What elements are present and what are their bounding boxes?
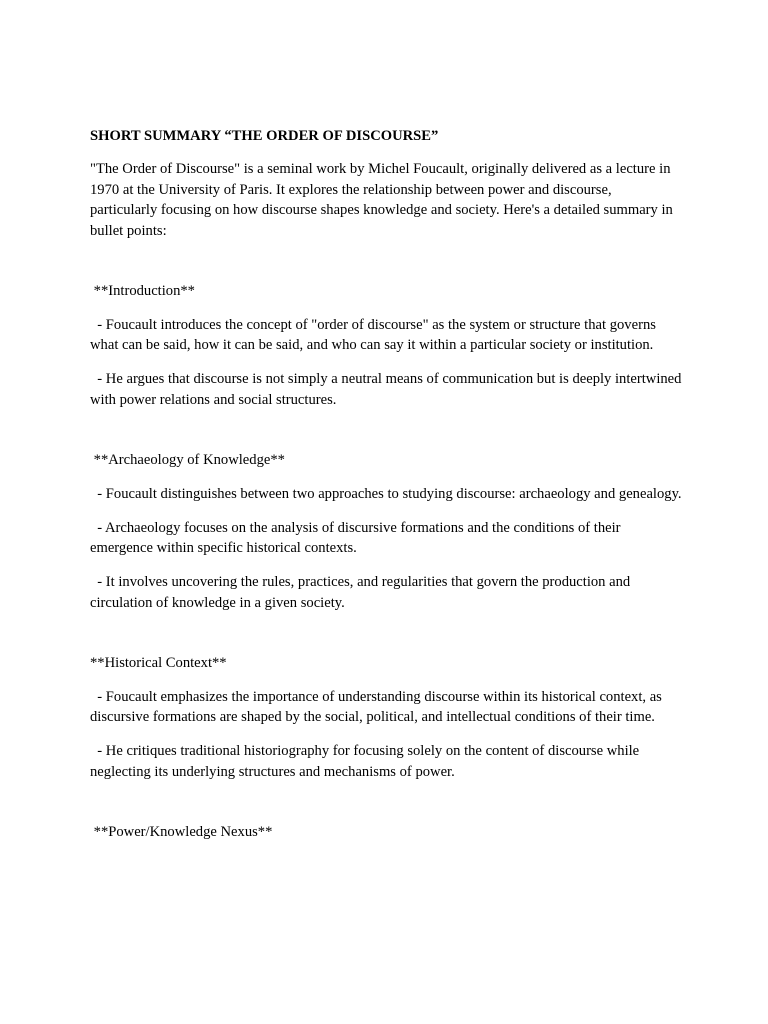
section-heading: **Historical Context** bbox=[90, 655, 227, 671]
bullet-item: - He critiques traditional historiography for focusing solely on the content of discourse while neglecting its underlying structures and mechanisms of power. bbox=[90, 743, 643, 780]
section-heading: **Archaeology of Knowledge** bbox=[90, 452, 285, 469]
section-heading: **Power/Knowledge Nexus** bbox=[90, 824, 273, 841]
section-archaeology-of-knowledge bbox=[90, 450, 682, 613]
bullet-item: - Archaeology focuses on the analysis of discursive formations and the conditions of their emergence within specific historical contexts. bbox=[90, 519, 625, 557]
document-page bbox=[90, 126, 686, 856]
section-introduction bbox=[90, 281, 686, 410]
bullet-item: - It involves uncovering the rules, practices, and regularities that govern the production and circulation of knowledge in a given society. bbox=[90, 574, 634, 611]
bullet-item: - Foucault distinguishes between two approaches to studying discourse: archaeology and genealogy. bbox=[90, 485, 682, 502]
document-title: SHORT SUMMARY “THE ORDER OF DISCOURSE” bbox=[90, 128, 439, 144]
section-power-knowledge-nexus bbox=[90, 822, 682, 842]
bullet-item: - He argues that discourse is not simply a neutral means of communication but is deeply intertwined with power relations and social structures. bbox=[90, 371, 686, 408]
bullet-item: - Foucault introduces the concept of "order of discourse" as the system or structure that governs what can be said, how it can be said, and who can say it within a particular society or institution. bbox=[90, 316, 660, 354]
intro-paragraph: "The Order of Discourse" is a seminal work by Michel Foucault, originally delivered as a lecture in 1970 at the University of Paris. It explores the relationship between power and discourse, particularly focusing on how discourse shapes knowledge and society. Here's a detailed summary in bullet points: bbox=[90, 161, 673, 239]
bullet-item: - Foucault emphasizes the importance of understanding discourse within its historical context, as discursive formations are shaped by the social, political, and intellectual conditions of their time. bbox=[90, 688, 666, 726]
section-heading: **Introduction** bbox=[90, 283, 195, 300]
section-historical-context bbox=[90, 653, 682, 782]
